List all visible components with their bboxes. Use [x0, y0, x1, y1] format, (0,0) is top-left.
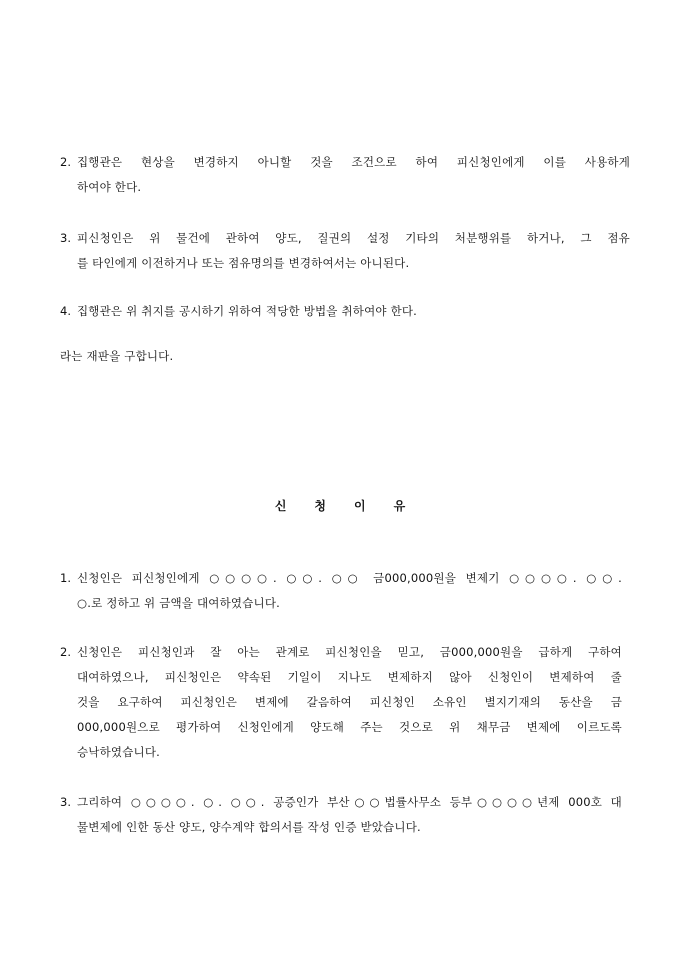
reason-text-line: 000,000원으로 평가하여 신청인에게 양도해 주는 것으로 위 채무금 변제에 이르도록 [77, 720, 622, 734]
section-heading: 신청이유 [274, 499, 434, 513]
reason-number: 1. [60, 571, 71, 585]
item-number: 4. [60, 304, 71, 318]
item-text-line: 하여야 한다. [77, 180, 142, 194]
reason-text-line: 것을 요구하여 피신청인은 변제에 갈음하여 피신청인 소유인 별지기재의 동산을 금 [77, 695, 622, 709]
item-text-line: 집행관은 현상을 변경하지 아니할 것을 조건으로 하여 피신청인에게 이를 사용하게 [77, 155, 630, 169]
reason-text-line: 대여하였으나, 피신청인은 약속된 기일이 지나도 변제하지 않아 신청인이 변제하여 줄 [77, 670, 622, 684]
reason-text-line: 신청인은 피신청인에게 ○○○○. ○○. ○○ 금000,000원을 변제기 ○○○○. ○○. [77, 571, 622, 585]
reason-text-line: 그리하여 ○○○○. ○. ○○. 공증인가 부산○○법률사무소 등부○○○○년제 000호 대 [77, 795, 622, 809]
item-text-line: 피신청인은 위 물건에 관하여 양도, 질권의 설정 기타의 처분행위를 하거나, 그 점유 [77, 231, 630, 245]
reason-text-line: ○.로 정하고 위 금액을 대여하였습니다. [77, 596, 281, 610]
reason-text-line: 물변제에 인한 동산 양도, 양수계약 합의서를 작성 인증 받았습니다. [77, 820, 421, 834]
reason-text-line: 신청인은 피신청인과 잘 아는 관계로 피신청인을 믿고, 금000,000원을 급하게 구하여 [77, 645, 622, 659]
item-number: 2. [60, 155, 71, 169]
item-text-line: 를 타인에게 이전하거나 또는 점유명의를 변경하여서는 아니된다. [77, 256, 410, 270]
reason-number: 2. [60, 645, 71, 659]
reason-text-line: 승낙하였습니다. [77, 745, 161, 759]
item-number: 3. [60, 231, 71, 245]
closing-text: 라는 재판을 구합니다. [60, 349, 174, 363]
item-text-line: 집행관은 위 취지를 공시하기 위하여 적당한 방법을 취하여야 한다. [77, 304, 418, 318]
reason-number: 3. [60, 795, 71, 809]
